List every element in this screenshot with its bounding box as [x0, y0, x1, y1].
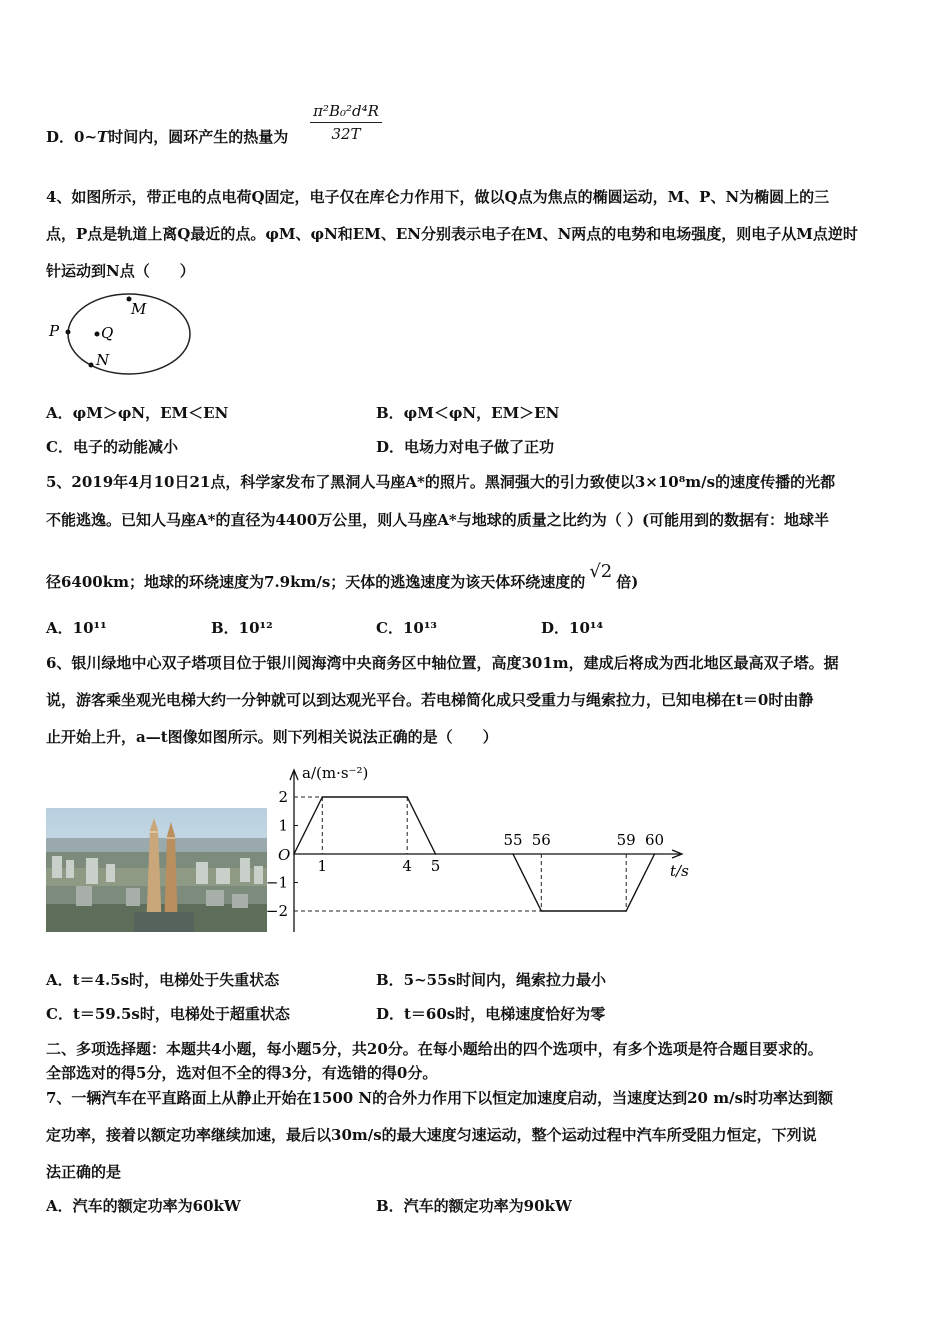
data-point — [512, 853, 514, 855]
section2-line2: 全部选对的得5分，选对但不全的得3分，有选错的得0分。 — [46, 1064, 438, 1082]
sqrt-two: √2 — [589, 561, 613, 582]
y-axis-label: a/(m·s⁻²) — [302, 764, 369, 782]
origin-label: O — [278, 846, 291, 864]
ellipse-orbit-figure — [40, 290, 200, 382]
q5-line3: 径6400km；地球的环绕速度为7.9km/s；天体的逃逸速度为该天体环绕速度的 √2 倍) — [46, 561, 639, 591]
point-p-dot — [66, 330, 71, 335]
twin-towers-photo — [46, 808, 267, 932]
y-tick-label: 1 — [278, 816, 288, 835]
q5-line2: 不能逃逸。已知人马座A*的直径为4400万公里，则人马座A*与地球的质量之比约为（ ）(可能用到的数据有：地球半 — [46, 511, 830, 529]
q4-line3: 针运动到N点（ ） — [46, 262, 195, 280]
q6-option-c: C．t＝59.5s时，电梯处于超重状态 — [46, 1005, 290, 1023]
x-tick-label: 5 — [430, 857, 441, 875]
q4-line1: 4、如图所示，带正电的点电荷Q固定，电子仅在库仑力作用下，做以Q点为焦点的椭圆运动，M、P、N为椭圆上的三 — [46, 188, 830, 206]
data-point — [625, 910, 627, 912]
q3-option-d: D．0~T时间内，圆环产生的热量为 — [46, 128, 289, 146]
q7-line1: 7、一辆汽车在平直路面上从静止开始在1500 N的合外力作用下以恒定加速度启动，当速度达到20 m/s时功率达到额 — [46, 1089, 834, 1107]
q6-option-a: A．t＝4.5s时，电梯处于失重状态 — [46, 971, 280, 989]
chart-axes — [266, 764, 689, 932]
data-point — [435, 853, 437, 855]
section2-line1: 二、多项选择题：本题共4小题，每小题5分，共20分。在每小题给出的四个选项中，有多个选项是符合题目要求的。 — [46, 1040, 823, 1058]
q7-line3: 法正确的是 — [46, 1163, 122, 1181]
x-tick-label: 55 — [503, 831, 523, 849]
q4-option-b: B．φM＜φN，EM＞EN — [376, 404, 560, 422]
label-p: P — [49, 322, 60, 340]
q6-line3: 止开始上升，a—t图像如图所示。则下列相关说法正确的是（ ） — [46, 728, 498, 746]
data-point — [293, 853, 295, 855]
y-tick-label: −2 — [265, 902, 288, 920]
q7-option-a: A．汽车的额定功率为60kW — [46, 1197, 241, 1215]
x-tick-label: 4 — [402, 857, 412, 875]
q5-option-c: C．10¹³ — [376, 619, 437, 637]
q5-option-d: D．10¹⁴ — [541, 619, 604, 637]
q7-option-b: B．汽车的额定功率为90kW — [376, 1197, 572, 1215]
q4-option-d: D．电场力对电子做了正功 — [376, 438, 555, 456]
q4-option-c: C．电子的动能减小 — [46, 438, 178, 456]
q5-option-a: A．10¹¹ — [46, 619, 107, 637]
y-tick-label: −1 — [265, 873, 288, 892]
data-point — [406, 796, 408, 798]
formula-numerator: π²B₀²d⁴R — [313, 102, 379, 120]
data-point — [322, 796, 324, 798]
q4-option-a: A．φM＞φN，EM＜EN — [46, 404, 229, 422]
q5-option-b: B．10¹² — [211, 619, 273, 637]
data-point — [541, 910, 543, 912]
heat-formula — [308, 102, 384, 143]
series-segment — [626, 854, 654, 911]
q4-line2: 点，P点是轨道上离Q最近的点。φM、φN和EM、EN分别表示电子在M、N两点的电势和电场强度，则电子从M点逆时 — [46, 225, 858, 243]
series-segment — [294, 797, 322, 854]
q6-option-b: B．5~55s时间内，绳索拉力最小 — [376, 971, 607, 989]
point-n-dot — [89, 363, 94, 368]
a-t-chart — [265, 760, 710, 935]
data-point — [654, 853, 656, 855]
orbit-ellipse — [68, 294, 190, 374]
x-axis-label: t/s — [670, 862, 689, 880]
x-tick-label: 56 — [531, 831, 551, 849]
q6-option-d: D．t＝60s时，电梯速度恰好为零 — [376, 1005, 606, 1023]
series-segment — [513, 854, 541, 911]
series-segment — [407, 797, 435, 854]
label-m: M — [131, 300, 147, 318]
x-tick-label: 1 — [317, 857, 328, 875]
q7-line2: 定功率，接着以额定功率继续加速，最后以30m/s的最大速度匀速运动，整个运动过程中汽车所受阻力恒定，下列说 — [46, 1126, 817, 1144]
q6-line2: 说，游客乘坐观光电梯大约一分钟就可以到达观光平台。若电梯简化成只受重力与绳索拉力，已知电梯在t＝0时由静 — [46, 691, 814, 709]
formula-denominator: 32T — [331, 125, 361, 143]
x-tick-label: 60 — [644, 831, 665, 849]
label-q: Q — [101, 324, 114, 342]
q6-line1: 6、银川绿地中心双子塔项目位于银川阅海湾中央商务区中轴位置，高度301m，建成后将成为西北地区最高双子塔。据 — [46, 654, 839, 672]
label-n: N — [96, 351, 110, 369]
x-tick-label: 59 — [616, 831, 636, 849]
q5-line1: 5、2019年4月10日21点，科学家发布了黑洞人马座A*的照片。黑洞强大的引力致使以3×10⁸m/s的速度传播的光都 — [46, 473, 836, 491]
point-q-dot — [95, 332, 100, 337]
y-tick-label: 2 — [278, 788, 288, 806]
